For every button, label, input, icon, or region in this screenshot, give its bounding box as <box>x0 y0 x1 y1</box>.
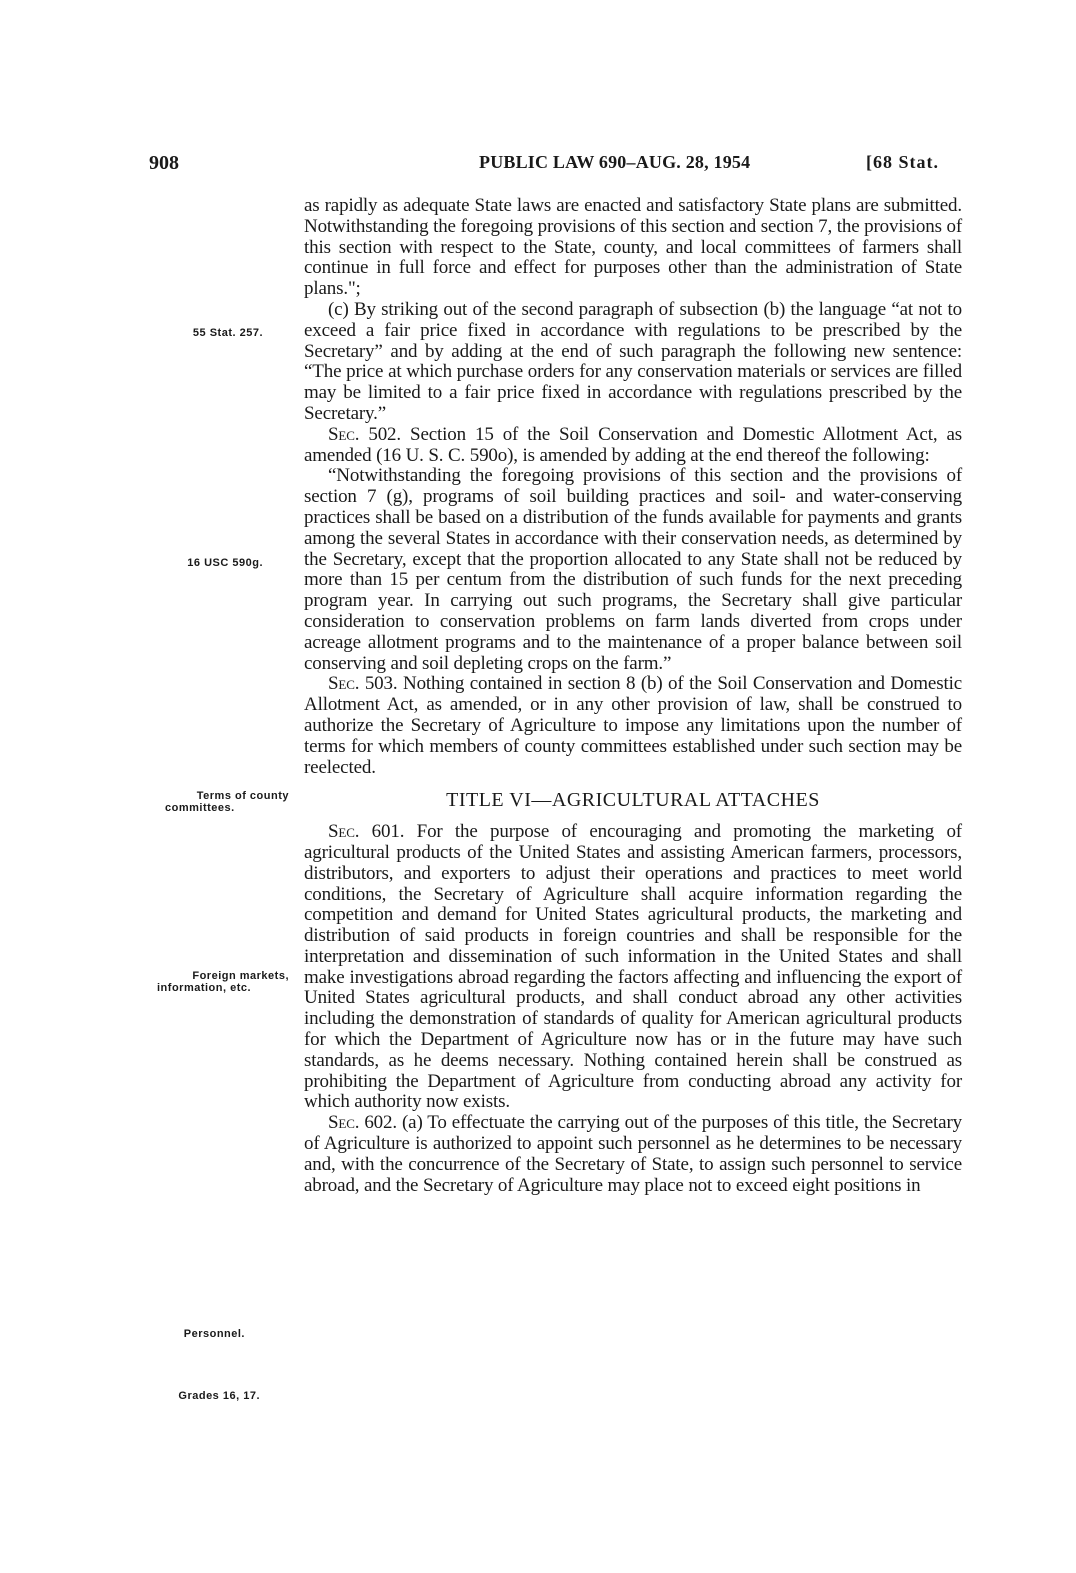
margin-note-line: Terms of county <box>196 790 289 802</box>
statute-reference: [68 Stat. <box>866 152 939 172</box>
running-head: PUBLIC LAW 690–AUG. 28, 1954 <box>479 152 751 172</box>
section-label: Sec. 601. <box>328 821 405 843</box>
page-header <box>0 152 1076 182</box>
page-number: 908 <box>149 152 179 174</box>
margin-note-grades: Grades 16, 17. <box>178 1390 260 1402</box>
paragraph-text: Nothing contained in section 8 (b) of the Soil Conservation and Domestic Allotment Act, as amended, or in any other provision of law, shall be construed to authorize the Secretary of Agriculture to impose any limitations upon the number of terms for which members of county committees established under such section may be reelected. <box>304 673 962 778</box>
section-label: Sec. 602. <box>328 1112 397 1134</box>
paragraph-7 <box>304 1113 962 1196</box>
margin-note-line: Foreign markets, <box>192 970 289 982</box>
paragraph-2: (c) By striking out of the second paragraph of subsection (b) the language “at not to exceed a fair price fixed in accordance with regulations to be prescribed by the Secretary” and by adding at the end of such paragraph the following new sentence: “The price at which purchase orders for any conservation materials or services are filled may be limited to a fair price fixed in accordance with regulations prescribed by the Secretary.” <box>304 298 962 424</box>
paragraph-text: For the purpose of encouraging and promoting the marketing of agricultural products of the United States and assisting American farmers, processors, distributors, and exporters to adjust their operations and practices to meet world conditions, the Secretary of Agriculture shall acquire information regarding the competition and demand for United States agricultural products, the marketing and distribution of said products in foreign countries and shall be responsible for the interpretation and dissemination of such information in the United States and shall make investigations abroad regarding the factors affecting and influencing the export of United States agricultural products, and shall conduct abroad any other activities including the demonstration of standards of quality for American agricultural products for which the Department of Agriculture now has or in the future may have such standards, as he deems necessary. Nothing contained herein shall be construed as prohibiting the Department of Agriculture from conducting abroad any activity for which authority now exists. <box>304 821 962 1113</box>
paragraph-4: “Notwithstanding the foregoing provisions of this section and the provisions of section 7 (g), programs of soil building practices and soil- and water-conserving practices shall be based on a distribution of the funds available for payments and grants among the several States in accordance with their conservation needs, as determined by the Secretary, except that the proportion allocated to any State shall not be reduced by more than 15 per centum from the distribution of such funds for the next preceding program year. In carrying out such programs, the Secretary shall give particular consideration to conservation problems on farm lands diverted from crops under acreage allotment programs and to the maintenance of a proper balance between soil conserving and soil depleting crops on the farm.” <box>304 465 962 674</box>
paragraph-text: Section 15 of the Soil Conservation and Domestic Allotment Act, as amended (16 U. S. C. 590o), is amended by adding at the end thereof the following: <box>304 423 962 466</box>
section-label: Sec. 502. <box>328 423 401 445</box>
margin-note-line: committees. <box>165 802 235 814</box>
title-heading: TITLE VI—AGRICULTURAL ATTACHES <box>446 789 820 812</box>
paragraph-3 <box>304 425 962 467</box>
margin-note-terms-of-county <box>139 790 289 814</box>
paragraph-text: (a) To effectuate the carrying out of the purposes of this title, the Secretary of Agriculture is authorized to appoint such personnel as he determines to be necessary and, with the concurrence of the Secretary of State, to assign such personnel to service abroad, and the Secretary of Agriculture may place not to exceed eight positions in <box>304 1112 962 1196</box>
paragraph-1: as rapidly as adequate State laws are enacted and satisfactory State plans are submitted. Notwithstanding the foregoing provisions of this section and section 7, the provisions of this section with respect to the State, county, and local committees of farmers shall continue in full force and effect for purposes other than the administration of State plans."; <box>304 195 962 300</box>
paragraph-5 <box>304 674 962 778</box>
margin-note-foreign-markets <box>139 970 289 994</box>
margin-note-16-usc: 16 USC 590g. <box>187 557 263 569</box>
margin-note-55-stat: 55 Stat. 257. <box>192 327 263 339</box>
paragraph-6 <box>304 822 962 1113</box>
section-label: Sec. 503. <box>328 673 398 695</box>
margin-note-line: information, etc. <box>157 982 252 994</box>
margin-note-personnel: Personnel. <box>183 1328 245 1340</box>
body-text <box>304 196 962 1196</box>
